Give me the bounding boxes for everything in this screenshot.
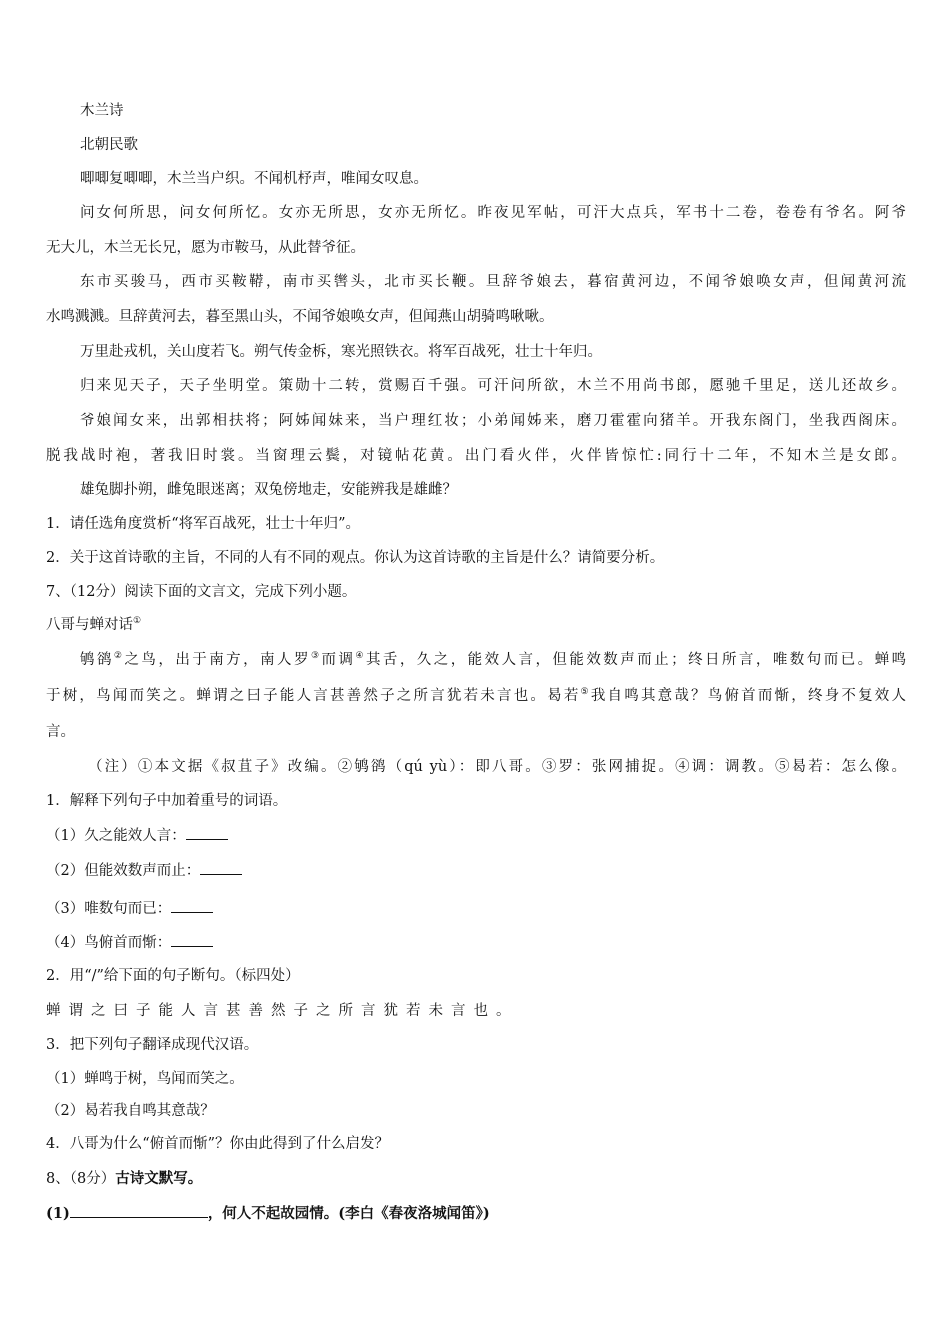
passage-title-text: 八哥与蝉对话 <box>46 617 133 633</box>
poem-paragraph-cont: 脱我战时袍，著我旧时裳。当窗理云鬓，对镜帖花黄。出门看火伴，火伴皆惊忙:同行十二年，不知木兰是女郎。 <box>46 448 906 464</box>
sub-question <box>46 860 906 881</box>
question-4: 4．八哥为什么“俯首而惭”？你由此得到了什么启发？ <box>46 1136 390 1152</box>
question-3: 3．把下列句子翻译成现代汉语。 <box>46 1037 259 1053</box>
sub-question-text: （3）唯数句而已： <box>46 901 172 917</box>
answer-blank[interactable] <box>171 932 213 947</box>
passage-title <box>46 615 906 635</box>
footnote-marker: ② <box>113 651 125 662</box>
sub-question: （2）曷若我自鸣其意哉？ <box>46 1103 215 1119</box>
poem-paragraph: 归来见天子，天子坐明堂。策勋十二转，赏赐百千强。可汗问所欲，木兰不用尚书郎，愿驰千里足，送儿还故乡。 <box>80 378 906 394</box>
sub-question <box>46 898 906 919</box>
passage-text: 而调 <box>321 652 356 668</box>
dictation-item <box>46 1203 906 1224</box>
passage-notes: （注）①本文据《叔苴子》改编。②鸲鹆（qú yù）：即八哥。③罗：张网捕捉。④调：调教。⑤曷若：怎么像。 <box>88 759 906 775</box>
section-8-title: 古诗文默写。 <box>115 1170 203 1187</box>
sub-question <box>46 932 906 953</box>
passage-line <box>46 686 906 706</box>
footnote-marker: ③ <box>310 651 322 662</box>
question-2: 2．关于这首诗歌的主旨，不同的人有不同的观点。你认为这首诗歌的主旨是什么？请简要分析。 <box>46 550 665 566</box>
section-7-heading: 7、（12分）阅读下面的文言文，完成下列小题。 <box>46 584 357 600</box>
passage-line <box>80 650 906 670</box>
poem-title: 木兰诗 <box>80 103 124 119</box>
answer-blank[interactable] <box>171 898 213 913</box>
poem-paragraph: 唧唧复唧唧，木兰当户织。不闻机杼声，唯闻女叹息。 <box>80 171 428 187</box>
sub-question-text: （4）鸟俯首而惭： <box>46 935 172 951</box>
passage-text: 其舌，久之，能效人言，但能效数声而止；终日所言，唯数句而已。蝉鸣 <box>365 652 907 668</box>
answer-blank[interactable] <box>70 1203 208 1218</box>
poem-paragraph-cont: 无大儿，木兰无长兄，愿为市鞍马，从此替爷征。 <box>46 240 365 256</box>
section-8-label: 8、（8分） <box>46 1171 116 1187</box>
sub-question-text: （2）但能效数声而止： <box>46 863 201 879</box>
passage-text: 于树，鸟闻而笑之。蝉谓之曰子能人言甚善然子之所言犹若未言也。曷若 <box>46 688 581 704</box>
passage-text: 鸲鹆 <box>80 652 114 668</box>
poem-paragraph: 雄兔脚扑朔，雌兔眼迷离；双兔傍地走，安能辨我是雄雌？ <box>80 482 457 498</box>
poem-author: 北朝民歌 <box>80 137 138 153</box>
punctuation-sentence: 蝉谓之曰子能人言甚善然子之所言犹若未言也。 <box>46 1003 519 1019</box>
question-2: 2．用“/”给下面的句子断句。（标四处） <box>46 968 300 984</box>
question-1: 1．解释下列句子中加着重号的词语。 <box>46 793 288 809</box>
sub-question: （1）蝉鸣于树，鸟闻而笑之。 <box>46 1071 244 1087</box>
footnote-marker: ① <box>133 616 142 627</box>
poem-paragraph: 问女何所思，问女何所忆。女亦无所思，女亦无所忆。昨夜见军帖，可汗大点兵，军书十二卷，卷卷有爷名。阿爷 <box>80 205 906 221</box>
answer-blank[interactable] <box>200 860 242 875</box>
footnote-marker: ⑤ <box>580 687 591 698</box>
question-1: 1．请任选角度赏析“将军百战死，壮士十年归”。 <box>46 516 361 532</box>
passage-text: 之鸟，出于南方，南人罗 <box>124 652 311 668</box>
poem-paragraph: 东市买骏马，西市买鞍鞯，南市买辔头，北市买长鞭。旦辞爷娘去，暮宿黄河边，不闻爷娘唤女声，但闻黄河流 <box>80 274 906 290</box>
poem-paragraph: 万里赴戎机，关山度若飞。朔气传金柝，寒光照铁衣。将军百战死，壮士十年归。 <box>80 344 602 360</box>
sub-question-text: （1）久之能效人言： <box>46 828 186 844</box>
item-number: (1) <box>46 1205 70 1222</box>
passage-line: 言。 <box>46 724 75 740</box>
poem-paragraph-cont: 水鸣溅溅。旦辞黄河去，暮至黑山头，不闻爷娘唤女声，但闻燕山胡骑鸣啾啾。 <box>46 309 554 325</box>
footnote-marker: ④ <box>355 651 366 662</box>
answer-blank[interactable] <box>186 825 228 840</box>
sub-question <box>46 825 906 846</box>
item-text: ，何人不起故园情。(李白《春夜洛城闻笛》) <box>207 1205 490 1222</box>
poem-paragraph: 爷娘闻女来，出郭相扶将；阿姊闻妹来，当户理红妆；小弟闻姊来，磨刀霍霍向猪羊。开我东阁门，坐我西阁床。 <box>80 413 906 429</box>
passage-text: 我自鸣其意哉？鸟俯首而惭，终身不复效人 <box>590 688 907 704</box>
section-8-heading <box>46 1169 906 1189</box>
